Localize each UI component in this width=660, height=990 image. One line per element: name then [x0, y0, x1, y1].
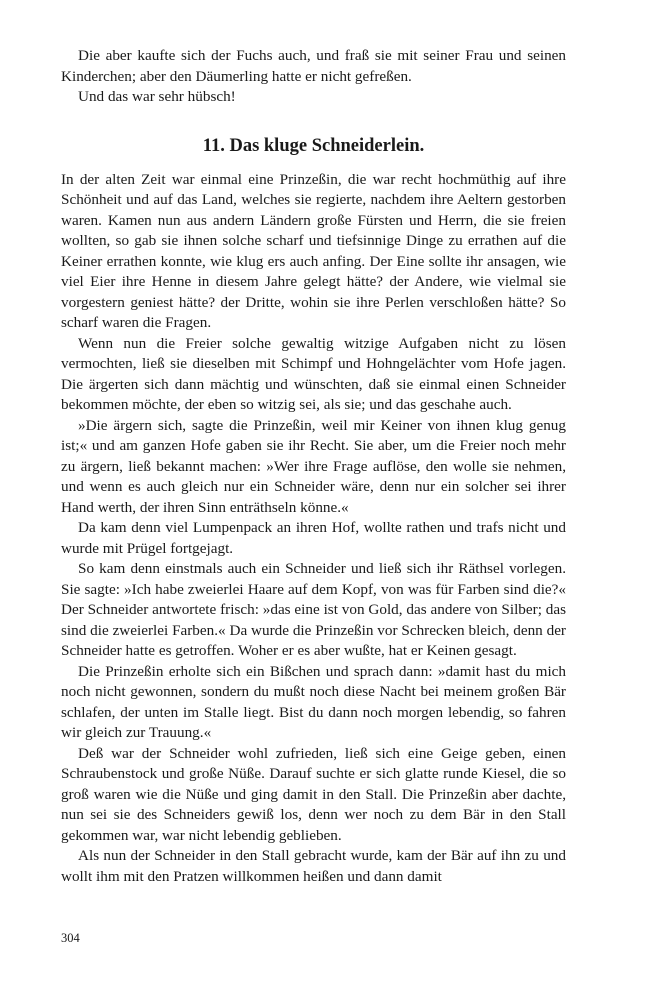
page-number: 304: [61, 931, 80, 945]
paragraph-intro-1: Die aber kaufte sich der Fuchs auch, und fraß sie mit seiner Frau und seinen Kinderchen; aber den Däumerling hatte er nicht gefreßen.: [61, 47, 566, 85]
chapter-title: 11. Das kluge Schneiderlein.: [202, 135, 425, 156]
book-page: [61, 46, 566, 887]
paragraph-2: Wenn nun die Freier solche gewaltig witzige Aufgaben nicht zu lösen vermochten, ließ sie dieselben mit Schimpf und Hohngelächter vom Hofe jagen. Die ärgerten sich dann mächtig und wünschten, daß sie einmal einen Schneider bekommen möchte, der eben so witzig sei, als sie; und das geschahe auch.: [61, 334, 566, 413]
paragraph-3: »Die ärgern sich, sagte die Prinzeßin, weil mir Keiner von ihnen klug genug ist;« und am ganzen Hofe gaben sie ihr Recht. Sie aber, um die Freier noch mehr zu ärgern, ließ bekannt machen: »Wer ihre Frage auflöse, den wolle sie nehmen, und wenn es auch gleich nur ein Schneider wäre, denn nur ein solcher sei ihrer Hand werth, der ihren Sinn enträthseln könne.«: [61, 416, 566, 516]
paragraph-1: In der alten Zeit war einmal eine Prinzeßin, die war recht hochmüthig auf ihre Schönheit und auf das Land, welches sie regierte, nachdem ihre Aeltern gestorben waren. Kamen nun aus andern Ländern große Fürsten und Herrn, die sie freien wollten, so gab sie ihnen solche scharf und tiefsinnige Dinge zu errathen auf die Keiner errathen konnte, wie klug ers auch anfing. Der Eine sollte ihr ansagen, wie viel Eier ihre Henne in diesem Jahre gelegt hätte? der Andere, wie vielmal sie vorgestern geniest hätte? der Dritte, wohin sie ihre Perlen verschloßen hätte? So scharf waren die Fragen.: [61, 170, 566, 331]
paragraph-7: Deß war der Schneider wohl zufrieden, ließ sich eine Geige geben, einen Schraubenstock und große Nüße. Darauf suchte er sich glatte runde Kiesel, die so groß waren wie die Nüße und ging damit in den Stall. Die Prinzeßin aber dachte, nun sei sie des Schneiders gewiß los, denn wer noch zu dem Bär in den Stall gekommen war, war nicht lebendig geblieben.: [61, 744, 566, 844]
paragraph-8: Als nun der Schneider in den Stall gebracht wurde, kam der Bär auf ihn zu und wollt ihm mit den Pratzen willkommen heißen und dann damit: [61, 847, 566, 885]
paragraph-4: Da kam denn viel Lumpenpack an ihren Hof, wollte rathen und trafs nicht und wurde mit Prügel fortgejagt.: [61, 519, 566, 557]
paragraph-5: So kam denn einstmals auch ein Schneider und ließ sich ihr Räthsel vorlegen. Sie sagte: »Ich habe zweierlei Haare auf dem Kopf, von was für Farben sind die?« Der Schneider antwortete frisch: »das eine ist von Gold, das andere von Silber; das sind die zweierlei Farben.« Da wurde die Prinzeßin vor Schrecken bleich, denn der Schneider hatte es getroffen. Woher er es aber wußte, hat er Keinen gesagt.: [61, 560, 566, 659]
paragraph-intro-2: Und das war sehr hübsch!: [78, 88, 236, 105]
paragraph-6: Die Prinzeßin erholte sich ein Bißchen und sprach dann: »damit hast du mich noch nicht gewonnen, sondern du mußt noch diese Nacht bei meinem großen Bär schlafen, der unten im Stalle liegt. Bist du dann noch morgen lebendig, so fahren wir gleich zur Trauung.«: [61, 662, 566, 741]
